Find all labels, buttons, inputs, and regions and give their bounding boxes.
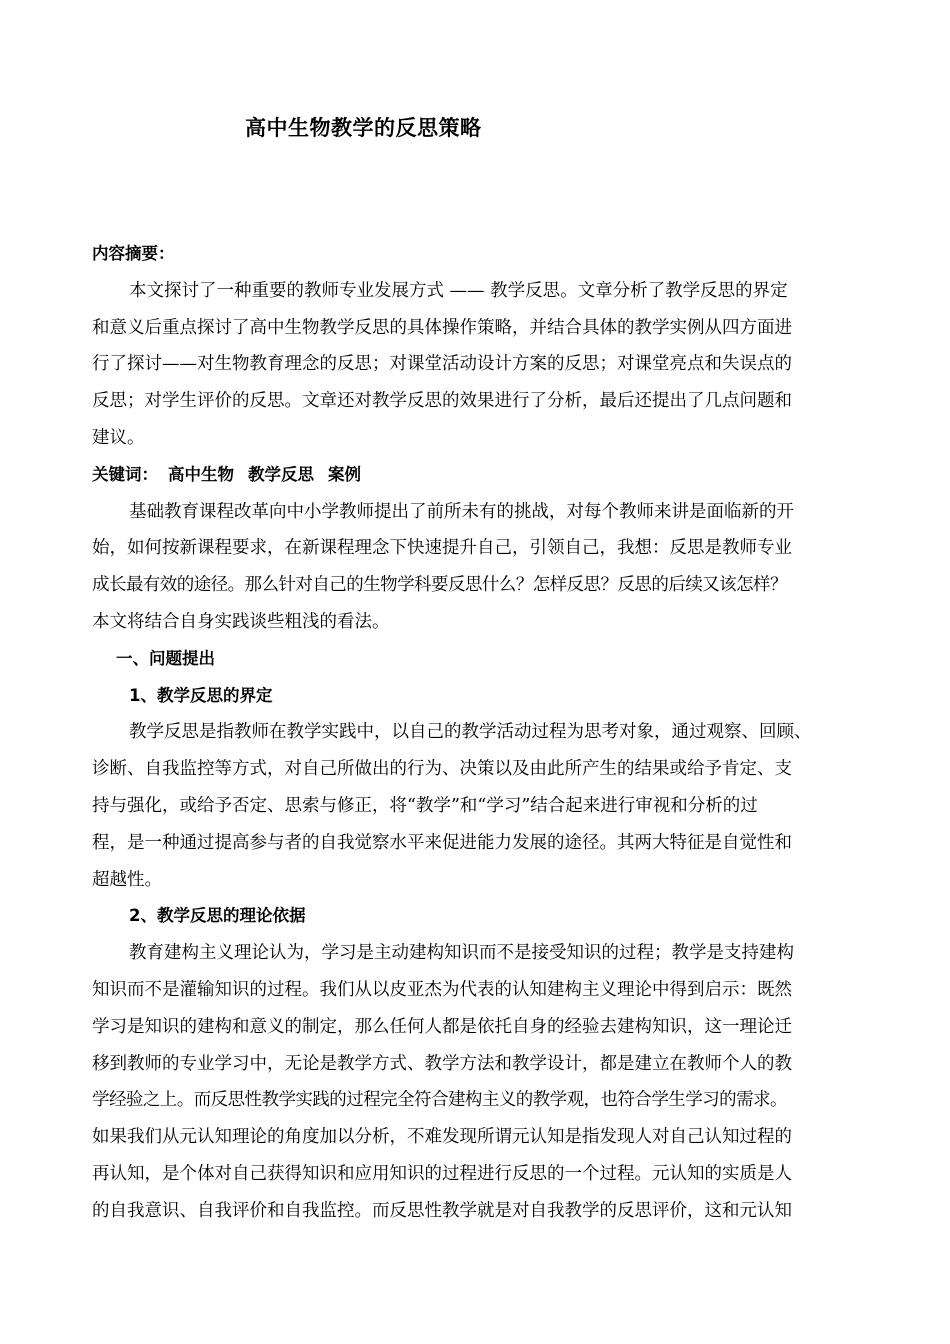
paragraph-line: 建议。 <box>92 427 145 448</box>
theory-paragraph <box>92 935 872 1229</box>
abstract-label: 内容摘要： <box>92 244 175 263</box>
keyword: 高中生物 <box>168 464 234 484</box>
paragraph-line: 诊断、自我监控等方式，对自己所做出的行为、决策以及由此所产生的结果或给予肯定、支 <box>92 759 792 780</box>
paragraph-line: 持与强化，或给予否定、思索与修正，将“教学”和“学习”结合起来进行审视和分析的过 <box>92 795 758 816</box>
keyword: 案例 <box>328 464 361 484</box>
paragraph-line: 基础教育课程改革向中小学教师提出了前所未有的挑战，对每个教师来讲是面临新的开 <box>129 501 794 522</box>
section-heading: 一、问题提出 <box>116 648 215 668</box>
abstract-paragraph <box>92 273 872 457</box>
paragraph-line: 教学反思是指教师在教学实践中，以自己的教学活动过程为思考对象，通过观察、回顾、 <box>129 722 812 743</box>
paragraph-line: 程，是一种通过提高参与者的自我觉察水平来促进能力发展的途径。其两大特征是自觉性和 <box>92 832 792 853</box>
paragraph-line: 的自我意识、自我评价和自我监控。而反思性教学就是对自我教学的反思评价，这和元认知 <box>92 1200 792 1221</box>
subsection-heading: 2、教学反思的理论依据 <box>129 906 306 926</box>
paragraph-line: 知识而不是灌输知识的过程。我们从以皮亚杰为代表的认知建构主义理论中得到启示：既然 <box>92 979 792 1000</box>
keywords-label: 关键词： <box>92 464 158 484</box>
paragraph-line: 如果我们从元认知理论的角度加以分析，不难发现所谓元认知是指发现人对自己认知过程的 <box>92 1127 792 1148</box>
paragraph-line: 移到教师的专业学习中，无论是教学方式、教学方法和教学设计，都是建立在教师个人的教 <box>92 1053 792 1074</box>
paragraph-line: 本文探讨了一种重要的教师专业发展方式 —— 教学反思。文章分析了教学反思的界定 <box>129 280 788 301</box>
paragraph-line: 再认知，是个体对自己获得知识和应用知识的过程进行反思的一个过程。元认知的实质是人 <box>92 1163 792 1184</box>
paragraph-line: 行了探讨——对生物教育理念的反思；对课堂活动设计方案的反思；对课堂亮点和失误点的 <box>92 354 792 375</box>
paragraph-line: 反思；对学生评价的反思。文章还对教学反思的效果进行了分析，最后还提出了几点问题和 <box>92 391 792 412</box>
keyword: 教学反思 <box>248 464 314 484</box>
keywords-line <box>92 457 872 494</box>
paragraph-line: 和意义后重点探讨了高中生物教学反思的具体操作策略，并结合具体的教学实例从四方面进 <box>92 317 792 338</box>
paragraph-line: 本文将结合自身实践谈些粗浅的看法。 <box>92 611 390 632</box>
paragraph-line: 学习是知识的建构和意义的制定，那么任何人都是依托自身的经验去建构知识，这一理论迁 <box>92 1016 792 1037</box>
paragraph-line: 超越性。 <box>92 869 162 890</box>
paragraph-line: 始，如何按新课程要求，在新课程理念下快速提升自己，引领自己，我想：反思是教师专业 <box>92 538 792 559</box>
subsection-heading: 1、教学反思的界定 <box>129 685 273 705</box>
definition-paragraph <box>92 714 872 898</box>
intro-paragraph <box>92 494 872 641</box>
paragraph-line: 学经验之上。而反思性教学实践的过程完全符合建构主义的教学观，也符合学生学习的需求。 <box>92 1090 787 1111</box>
document-body <box>92 236 872 1230</box>
document-title: 高中生物教学的反思策略 <box>245 116 482 140</box>
paragraph-line: 成长最有效的途径。那么针对自己的生物学科要反思什么？怎样反思？反思的后续又该怎样？ <box>92 575 787 596</box>
paragraph-line: 教育建构主义理论认为，学习是主动建构知识而不是接受知识的过程；教学是支持建构 <box>129 943 794 964</box>
